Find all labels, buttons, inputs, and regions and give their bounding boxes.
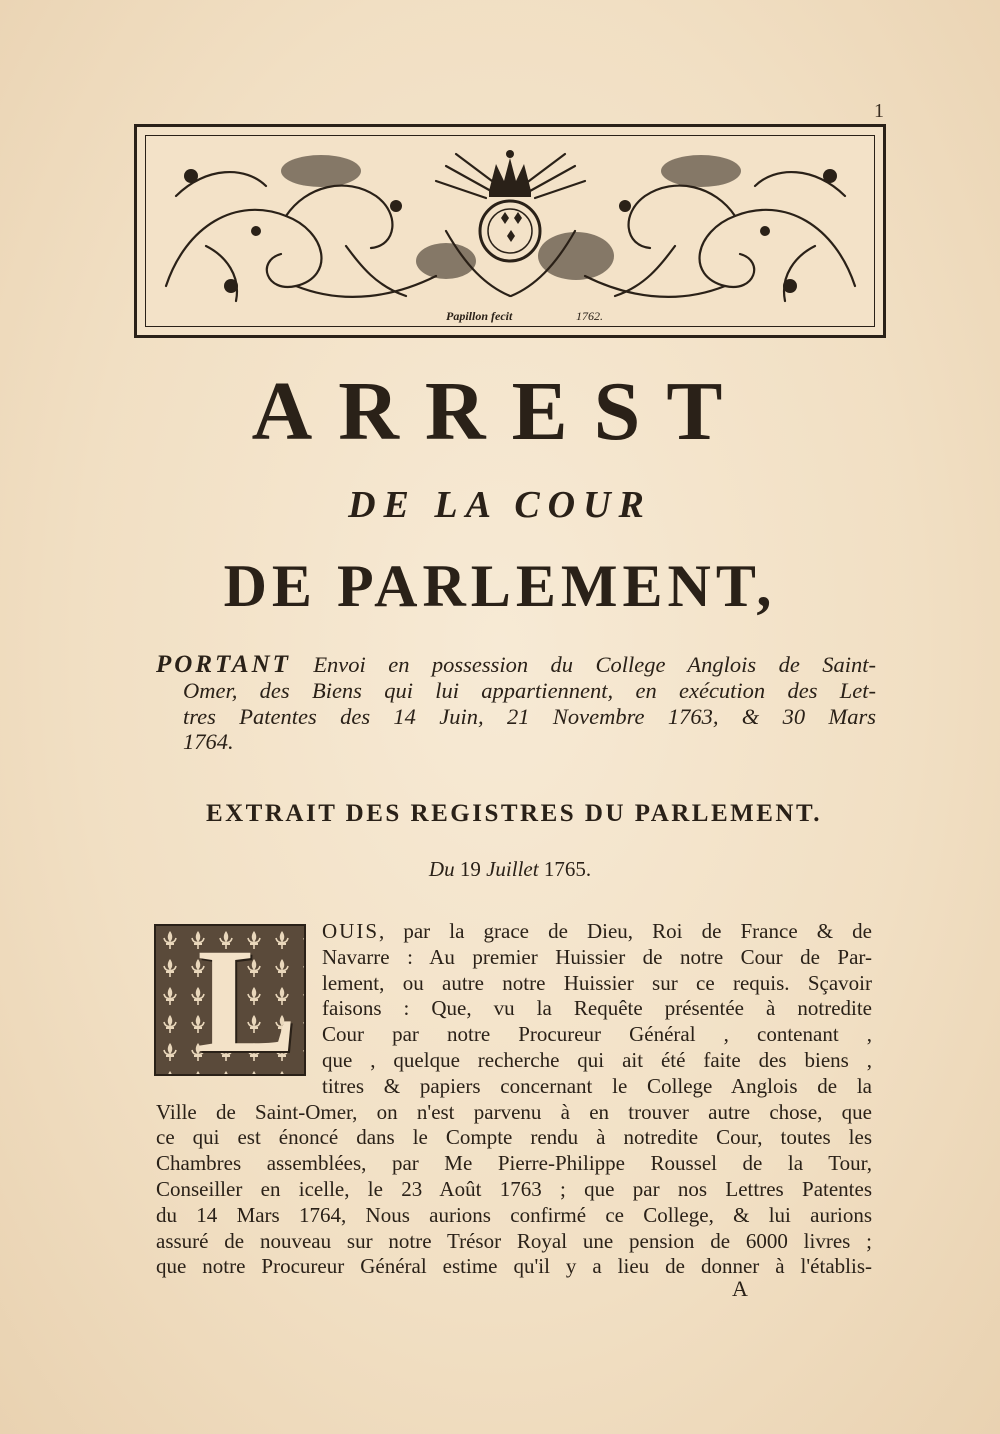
portant-line-2: Omer, des Biens qui lui appartiennent, en exécution des Let- xyxy=(183,677,876,703)
date-du: Du xyxy=(428,857,455,881)
body-line-8: Ville de Saint-Omer, on n'est parvenu à en trouver autre chose, que xyxy=(156,1099,872,1124)
body-line-6: que , quelque recherche qui ait été faite des biens , xyxy=(322,1047,872,1072)
body-line-4: faisons : Que, vu la Requête présentée à notredite xyxy=(322,996,872,1021)
portant-line-3: tres Patentes des 14 Juin, 21 Novembre 1763, & 30 Mars xyxy=(183,703,876,729)
body-line-5: Cour par notre Procureur Général , contenant , xyxy=(322,1022,872,1047)
headpiece-frame xyxy=(145,135,875,327)
portant-line-4: 1764. xyxy=(183,729,234,755)
title-de-parlement: DE PARLEMENT, xyxy=(223,553,777,619)
body-line-12: du 14 Mars 1764, Nous aurions confirmé ce College, & lui aurions xyxy=(156,1202,872,1227)
engraving-year: 1762. xyxy=(576,309,603,323)
date-month: Juillet xyxy=(486,857,539,881)
body-line-2: Navarre : Au premier Huissier de notre Cour de Par- xyxy=(322,944,872,969)
date-line xyxy=(0,857,1000,882)
body-line-1 xyxy=(156,919,872,945)
body-line-9: ce qui est énoncé dans le Compte rendu à notredite Cour, toutes les xyxy=(156,1125,872,1150)
engraver-signature: Papillon fecit xyxy=(446,309,513,323)
ornamental-headpiece xyxy=(134,124,886,338)
body-line-1-rest: , par la grace de Dieu, Roi de France & de xyxy=(379,919,872,943)
date-day: 19 xyxy=(459,857,481,881)
title-de-la-cour: DE LA COUR xyxy=(348,484,652,526)
portant-lead: PORTANT xyxy=(156,651,291,678)
portant-paragraph xyxy=(156,650,876,757)
page-mark: 1 xyxy=(874,100,884,122)
body-line-11: Conseiller en icelle, le 23 Août 1763 ; que par nos Lettres Patentes xyxy=(156,1176,872,1201)
body-line-13: assuré de nouveau sur notre Trésor Royal une pension de 6000 livres ; xyxy=(156,1228,872,1253)
body-line-10: Chambres assemblées, par Me Pierre-Philippe Roussel de la Tour, xyxy=(156,1151,872,1176)
body-line-1-caps: OUIS xyxy=(322,919,380,943)
body-paragraph xyxy=(156,919,872,1280)
dropcap-letter: L xyxy=(196,924,298,1076)
portant-line-1 xyxy=(156,650,876,676)
title-arrest: ARREST xyxy=(251,365,749,458)
date-year: 1765. xyxy=(543,857,592,881)
body-line-7: titres & papiers concernant le College Anglois de la xyxy=(322,1073,872,1098)
headpiece-ornament-icon xyxy=(146,136,875,327)
portant-line-1-rest: Envoi en possession du College Anglois de Saint- xyxy=(290,652,876,677)
body-line-14: que notre Procureur Général estime qu'il y a lieu de donner à l'établis- xyxy=(156,1254,872,1279)
body-line-3: lement, ou autre notre Huissier sur ce requis. Sçavoir xyxy=(322,970,872,995)
signature-mark: A xyxy=(732,1276,748,1301)
extrait-heading: EXTRAIT DES REGISTRES DU PARLEMENT. xyxy=(205,800,823,827)
